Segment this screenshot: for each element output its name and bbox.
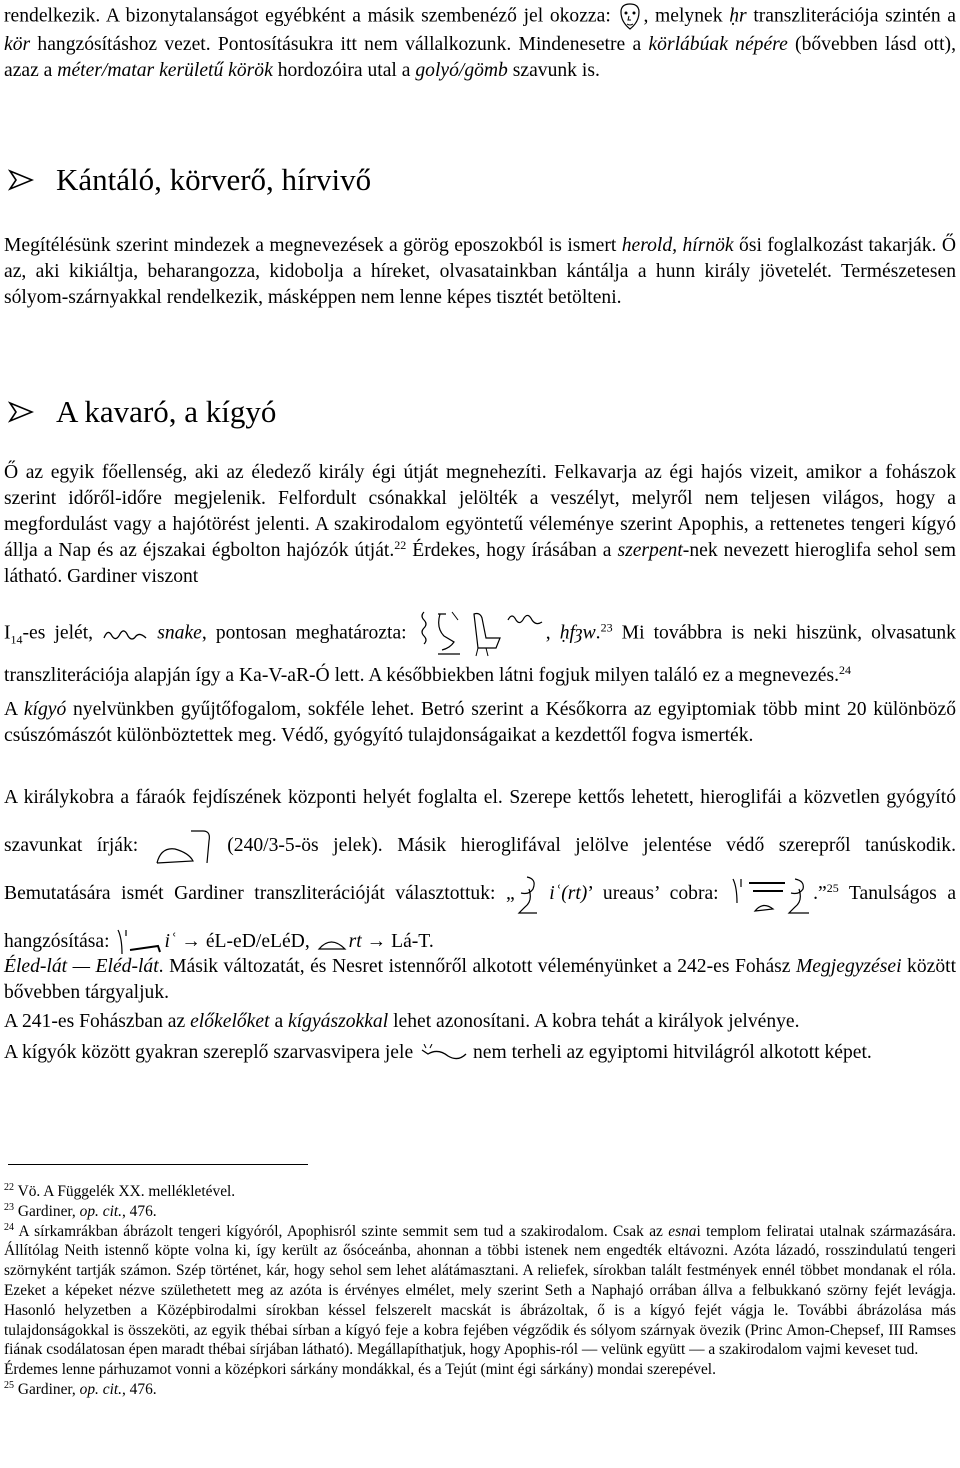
- s2p1-sub: 14: [10, 632, 23, 647]
- section2-paragraph-1: [4, 460, 956, 590]
- footnote-italic: op. cit.: [79, 1380, 122, 1398]
- s2p3-text-l: . Másik változatát, és Nesret istennőről alkotott véleményünket a 242-es Fohász: [158, 956, 791, 977]
- s2p1-italic-szerpent: szerpent: [617, 540, 683, 561]
- rearing-cobra-icon: [515, 875, 539, 915]
- footnote-number: 25: [4, 1379, 14, 1391]
- intro-text-j: hordozóira utal a: [277, 60, 411, 81]
- intro-text-f: hangzósításhoz vezet. Pontosításukra itt nem vállalkozunk. Mindenesetre a: [37, 34, 642, 55]
- s2p1-text-h: , pontosan meghatározta:: [201, 622, 407, 644]
- s2p1-text-l: Mi továbbra is neki hiszünk, olvasatunk transzliterációja alapján így a Ka-V-aR-Ó lett. A későbbiekben látni fogjuk milyen találó ez a megnevezés.: [4, 622, 956, 686]
- s2p3-italic-megjegyzesei: Megjegyzései: [795, 956, 902, 977]
- footnote-text: Gardiner,: [17, 1202, 76, 1220]
- footnote-24-cont: [4, 1360, 956, 1380]
- footnote-24: [4, 1222, 956, 1361]
- intro-italic-korlabuak: körlábúak népére: [648, 34, 788, 55]
- footnote-23: [4, 1202, 956, 1222]
- s2p4-text-e: lehet azonosítani. A kobra tehát a királyok jelvénye.: [393, 1011, 800, 1032]
- s2p3-translit-ia: iʿ: [164, 931, 177, 952]
- cobra-hieroglyph-icon: [153, 827, 213, 867]
- s1-text-a: Megítélésünk szerint mindezek a megnevezések a görög eposzokból is ismert: [4, 235, 617, 256]
- footnote-text: A sírkamrákban ábrázolt tengeri kígyóról, Apophisról szinte semmit sem tud a szakirodalom. Csak az: [18, 1222, 663, 1240]
- footnote-text: Vö. A Függelék XX. mellékletével.: [17, 1183, 236, 1200]
- footnote-ref-25[interactable]: 25: [826, 881, 839, 895]
- footnote-ref-23[interactable]: 23: [600, 620, 613, 635]
- intro-text-a: rendelkezik. A bizonytalanságot egyébként a másik szembenéző jel okozza:: [4, 5, 611, 27]
- s2p5-text-b: nem terheli az egyiptomi hitvilágról alkotott képet.: [472, 1042, 872, 1063]
- s2p1-text-f: -es jelét,: [22, 622, 94, 644]
- s2p3-text-j: → Lá-T.: [366, 931, 434, 952]
- s2p3-translit-iart: iʿ(rt): [549, 883, 588, 904]
- s2p2-italic-kigyo: kígyó: [23, 699, 67, 720]
- intro-italic-golyo: golyó/gömb: [415, 60, 508, 81]
- face-hieroglyph-icon: [617, 2, 643, 32]
- s2p3-translit-rt: rt: [348, 931, 362, 952]
- section2-paragraph-4: [4, 1009, 956, 1035]
- s2p1-text-a: Ő az egyik főellenség, aki az éledező király égi útját megnehezíti. Felkavarja az égi hajós vizeit, amikor a fohászok szerint időről-időre megjelenik. Felfordult csónakkal jelölték a veszélyt, melyről nem teljesen világos, hogy a megfordulást vagy a hajótörést jelenti. A szakirodalom egyöntetű véleménye szerint Apophis, a rettenetes tengeri kígyó állja a Nap és az éjszakai égbolton hajózók útját.: [4, 462, 956, 561]
- s2p1-translit-hfaw: ḥfȝw: [559, 622, 596, 644]
- s2p1-text-b: Érdekes, hogy írásában a: [406, 540, 612, 561]
- s2p4-italic-kigyaszokkal: kígyászokkal: [288, 1011, 389, 1032]
- s2p1-text-e: I: [4, 622, 11, 644]
- s2p4-text-c: a: [274, 1011, 284, 1032]
- snake-hieroglyph-icon: [102, 624, 148, 644]
- intro-text-d: transzliterációja szintén a: [753, 5, 956, 27]
- hfaw-hieroglyph-group-icon: [416, 608, 546, 660]
- footnote-text: Gardiner,: [17, 1380, 76, 1398]
- footnote-text: Érdemes lenne párhuzamot vonni a középkori sárkány mondákkal, és a Tejút (mint égi sárkány) mondai szerepével.: [4, 1361, 716, 1379]
- s2p1-text-k: .: [595, 622, 601, 644]
- section2-paragraph-3: [4, 774, 956, 966]
- s2p3-text-b: (240/3-5-ös jelek). Másik hieroglifával jelölve jelentése védő szerepről tanúskodik. Bemutatására ismét Gardiner transzliterációját választottuk: „: [4, 835, 956, 904]
- intro-paragraph: [4, 2, 956, 84]
- s2p3-text-d: ’ ureaus’ cobra:: [587, 883, 719, 904]
- section2-paragraph-3-cont: [4, 954, 956, 1006]
- section-heading-kantalo: [4, 160, 371, 200]
- iart-hieroglyph-group-icon: [729, 873, 813, 917]
- section2-paragraph-5: [4, 1040, 956, 1066]
- footnote-text: i templom feliratai utalnak származására. Állítólag Neith istennő köpte volna ki, így került az ősóceánba, ahonnan a többi istenek nem engedték eltávozni. Azóta lázadó, rosszindulatú tengeri szörnyként tartják számon. Szép történet, kár, hogy sehol sem lehet alátámasztani. A reliefek, sírokban talált festmények ennél többet mondanak el róla. Ezeket a képeket nézve születhetett meg az azóta is érvényes elmélet, mely szerint Seth a Naphajó orrában állva a felbukkanó szörny fejét levágja. Hasonló helyzetben a Középbirodalmi sírokban késsel felszerelt macskát is ábrázoltak, ő is a kígyó fejét vágja le. További ábrázolása más tulajdonságokkal is összeköti, az egyik thébai sírban a kígyó feje a kobra fejében végződik és sólyom szárnyak övezik (Princ Amon-Chepsef, III Ramses fiának csodálatosan épen maradt thébai sírjában látható). Megállapíthatjuk, hogy Apophis-ról — velünk együtt — a szakirodalom vajmi keveset tud.: [4, 1222, 956, 1359]
- footnote-ref-24[interactable]: 24: [838, 663, 851, 677]
- s2p4-italic-elokeloket: előkelőket: [190, 1011, 270, 1032]
- footnote-25: [4, 1380, 956, 1400]
- s2p1-italic-snake: snake: [157, 622, 202, 644]
- section-heading-kavaro: [4, 392, 276, 432]
- horned-viper-hieroglyph-icon: [418, 1044, 468, 1064]
- s2p3-text-f: Tanulságos a hangzósítása:: [4, 883, 957, 952]
- footnote-text: , 476.: [121, 1202, 157, 1220]
- s2p1-text-d: -nek nevezett hieroglifa sehol sem látható. Gardiner viszont: [4, 540, 956, 587]
- footnote-ref-22[interactable]: 22: [394, 538, 407, 552]
- footnote-italic: op. cit.: [79, 1202, 122, 1220]
- s2p1-text-i: ,: [545, 622, 551, 644]
- intro-text-h: (bővebben lásd ott), azaz a: [4, 34, 956, 81]
- footnote-number: 22: [4, 1182, 14, 1193]
- arrow-bullet-icon: [8, 169, 34, 191]
- s2p3-text-h: → éL-eD/eLéD,: [181, 931, 310, 952]
- s2p3-text-n: között bővebben tárgyaljuk.: [4, 956, 957, 1003]
- footnotes: [4, 1182, 956, 1400]
- s2p3-italic-eled: Éled-lát — Eléd-lát: [4, 956, 159, 977]
- intro-text-b: , melynek: [643, 5, 723, 27]
- footnote-number: 24: [4, 1221, 14, 1233]
- bread-loaf-hieroglyph-icon: [315, 933, 349, 953]
- footnote-text: , 476.: [121, 1380, 157, 1398]
- heading-text: Kántáló, körverő, hírvivő: [56, 162, 372, 197]
- s1-text-c: ősi foglalkozást takarják. Ő az, aki kikiáltja, beharangozza, kidobolja a híreket, olvasatainkban kántálja a hunn király jövetelét. Természetesen sólyom-szárnyakkal rendelkezik, másképpen nem lenne képes tisztét betölteni.: [4, 235, 956, 308]
- s2p5-text-a: A kígyók között gyakran szereplő szarvasvipera jele: [4, 1042, 414, 1063]
- footnote-italic: esna: [668, 1222, 697, 1240]
- heading-text: A kavaró, a kígyó: [56, 394, 277, 429]
- section2-paragraph-2: [4, 697, 956, 749]
- s2p2-text-a: A: [4, 699, 18, 720]
- intro-italic-kor: kör: [4, 34, 31, 55]
- intro-translit-hr: ḥr: [729, 5, 747, 27]
- s2p4-text-a: A 241-es Fohászban az: [4, 1011, 186, 1032]
- intro-italic-meter: méter/matar kerületű körök: [57, 60, 273, 81]
- section2-paragraph-1-cont: [4, 608, 956, 692]
- s2p3-text-a: A királykobra a fáraók fejdíszének központi helyét foglalta el. Szerepe kettős lehetett, hieroglifái a közvetlen gyógyító szavunkat írják:: [4, 787, 956, 856]
- intro-text-l: szavunk is.: [512, 60, 600, 81]
- footnote-number: 23: [4, 1201, 14, 1213]
- s2p3-text-e: .”: [813, 883, 827, 904]
- section1-paragraph: [4, 233, 956, 311]
- footnote-22: [4, 1182, 956, 1202]
- arrow-bullet-icon: [8, 401, 34, 423]
- s1-italic-herold: herold, hírnök: [621, 235, 734, 256]
- s2p2-text-c: nyelvünkben gyűjtőfogalom, sokféle lehet. Betró szerint a Későkorra az egyiptomiak több mint 20 különböző csúszómászót különböztettek meg. Védő, gyógyító tulajdonságaikat a kezdettől fogva ismerték.: [4, 699, 956, 746]
- footnote-separator: [8, 1164, 308, 1165]
